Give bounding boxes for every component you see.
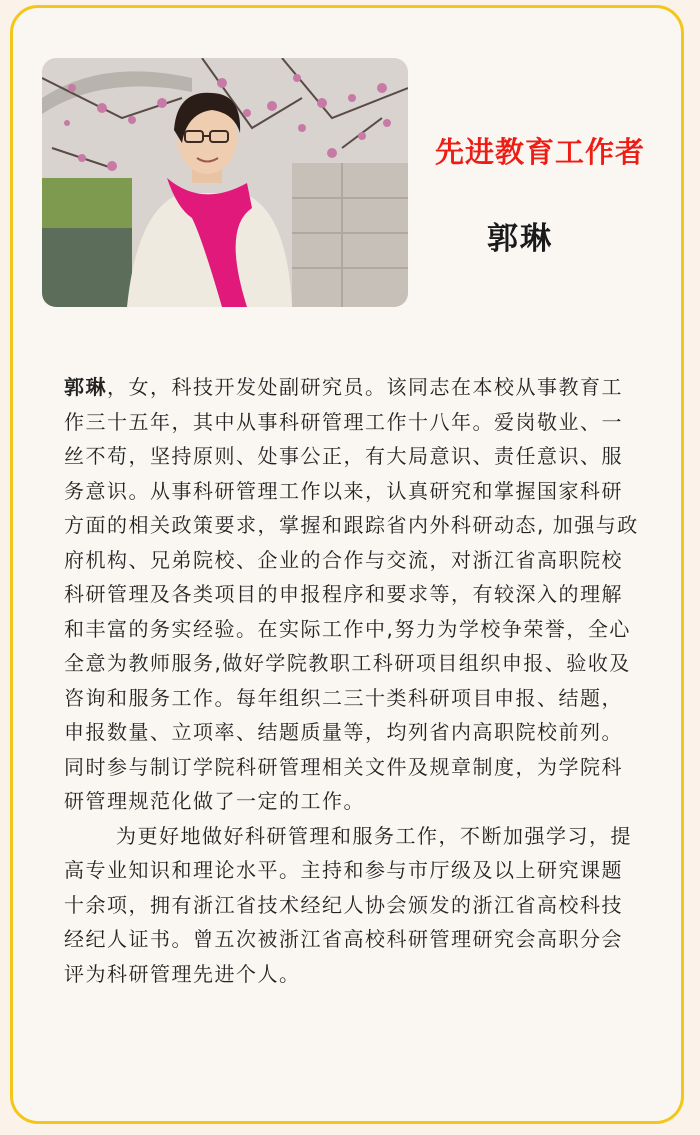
person-name: 郭琳	[487, 221, 553, 257]
award-title: 先进教育工作者	[434, 135, 645, 169]
bio-name: 郭琳	[64, 375, 107, 399]
portrait-photo	[42, 58, 408, 307]
bio-paragraph-1	[64, 370, 640, 819]
bio-paragraph-2: 为更好地做好科研管理和服务工作，不断加强学习，提高专业知识和理论水平。主持和参与市厅级及以上研究课题十余项，拥有浙江省技术经纪人协会颁发的浙江省高校科技经纪人证书。曾五次被浙江省高校科研管理研究会高职分会评为科研管理先进个人。	[64, 823, 632, 986]
bio-paragraph-1-text: ，女，科技开发处副研究员。该同志在本校从事教育工作三十五年，其中从事科研管理工作十八年。爱岗敬业、一丝不苟，坚持原则、处事公正，有大局意识、责任意识、服务意识。从事科研管理工作以来，认真研究和掌握国家科研方面的相关政策要求，掌握和跟踪省内外科研动态, 加强与政府机构、兄弟院校、企业的合作与交流，对浙江省高职院校科研管理及各类项目的申报程序和要求等，有较深入的理解和丰富的务实经验。在实际工作中,努力为学校争荣誉，全心全意为教师服务,做好学院教职工科研项目组织申报、验收及咨询和服务工作。每年组织二三十类科研项目申报、结题，申报数量、立项率、结题质量等，均列省内高职院校前列。同时参与制订学院科研管理相关文件及规章制度，为学院科研管理规范化做了一定的工作。	[64, 375, 639, 813]
portrait-photo-icon	[42, 58, 408, 307]
biography-text	[64, 370, 640, 991]
